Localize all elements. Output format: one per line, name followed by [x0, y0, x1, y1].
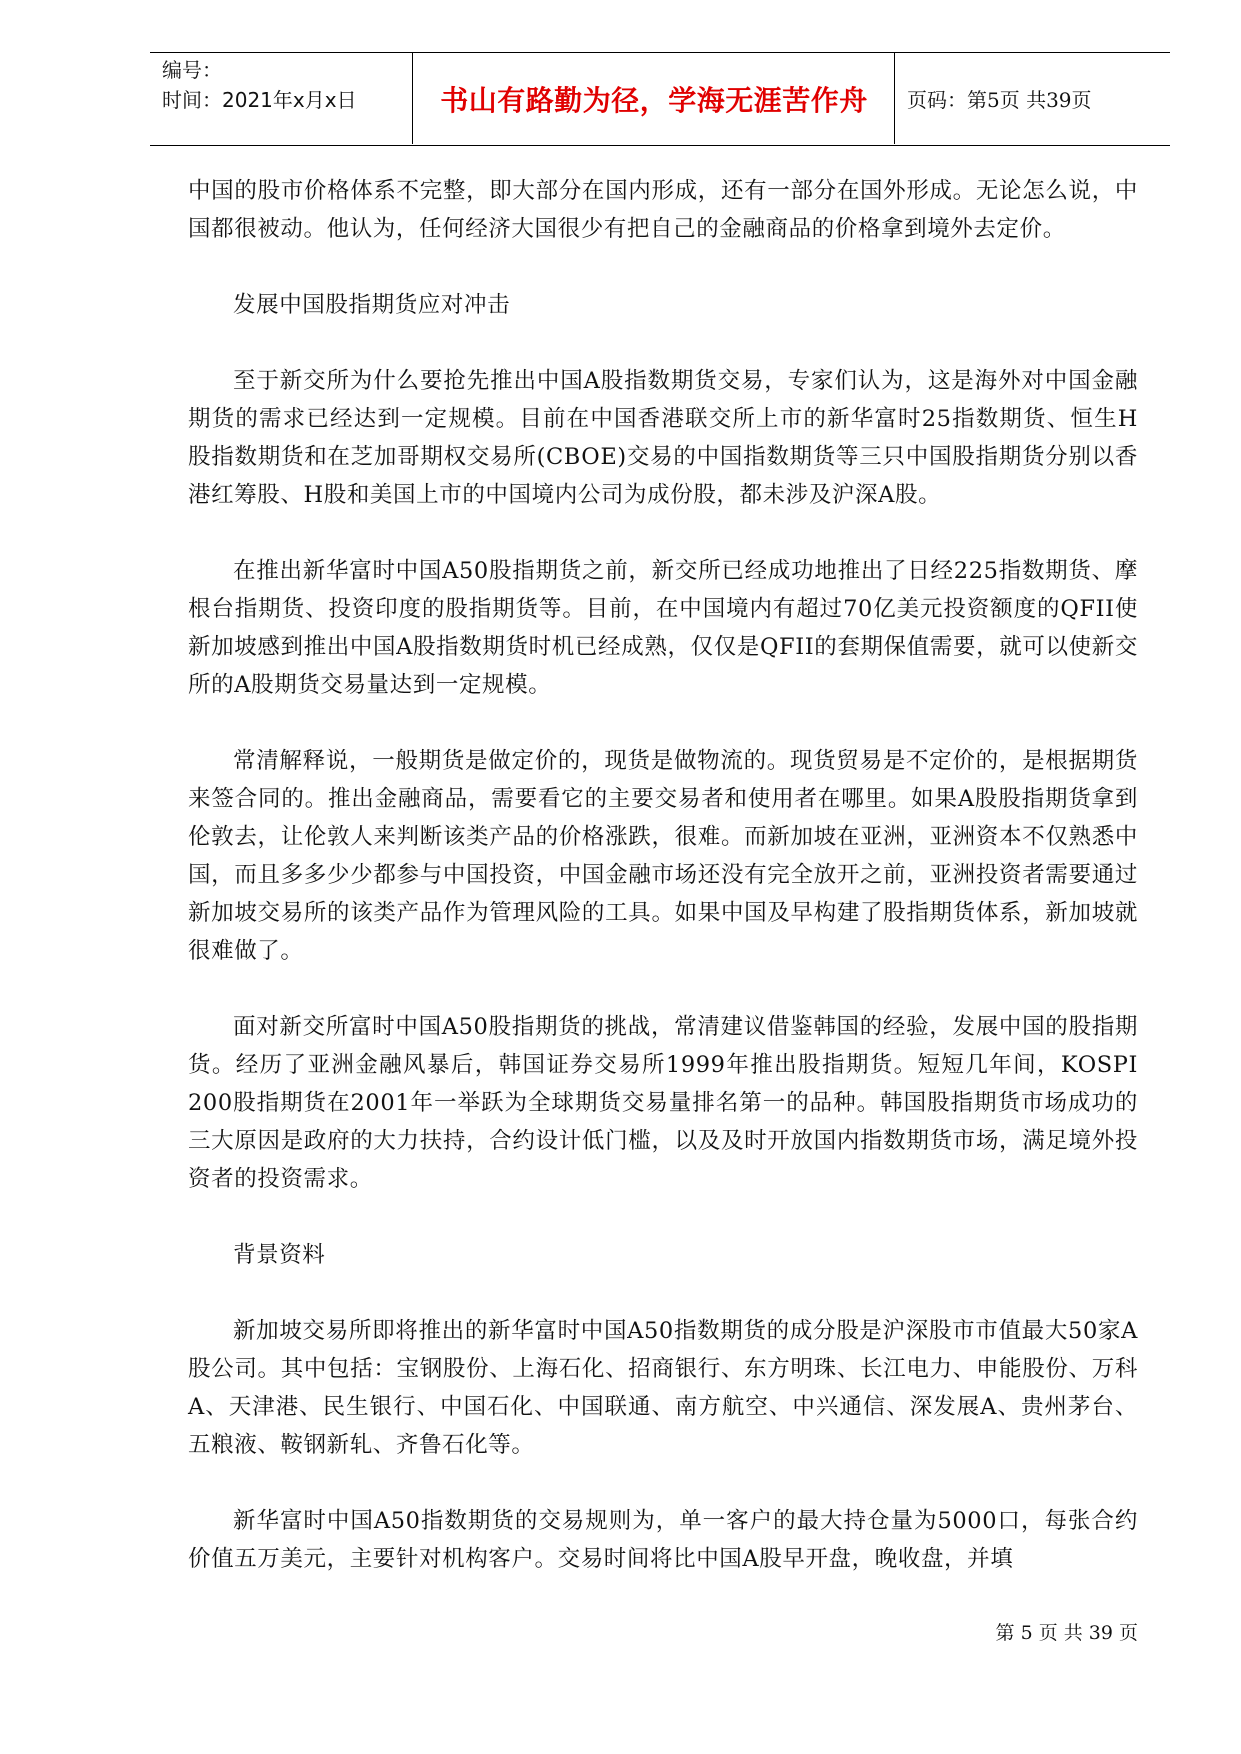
paragraph: 在推出新华富时中国A50股指期货之前，新交所已经成功地推出了日经225指数期货、摩根台指期货、投资印度的股指期货等。目前，在中国境内有超过70亿美元投资额度的QFII使新加坡感到推出中国A股指数期货时机已经成熟，仅仅是QFII的套期保值需要，就可以使新交所的A股期货交易量达到一定规模。	[188, 558, 1138, 698]
document-number-label: 编号：	[162, 58, 222, 82]
paragraph: 新加坡交易所即将推出的新华富时中国A50指数期货的成分股是沪深股市市值最大50家A股公司。其中包括：宝钢股份、上海石化、招商银行、东方明珠、长江电力、申能股份、万科A、天津港、民生银行、中国石化、中国联通、南方航空、中兴通信、深发展A、贵州茅台、五粮液、鞍钢新轧、齐鲁石化等。	[188, 1318, 1138, 1458]
section-heading: 发展中国股指期货应对冲击	[233, 292, 511, 318]
paragraph: 中国的股市价格体系不完整，即大部分在国内形成，还有一部分在国外形成。无论怎么说，中国都很被动。他认为，任何经济大国很少有把自己的金融商品的价格拿到境外去定价。	[188, 178, 1138, 242]
page-footer: 第 5 页 共 39 页	[995, 1622, 1138, 1644]
header-meta	[162, 55, 412, 115]
header-page-code: 页码：第5页 共39页	[907, 88, 1092, 112]
paragraph: 新华富时中国A50指数期货的交易规则为，单一客户的最大持仓量为5000口，每张合约价值五万美元，主要针对机构客户。交易时间将比中国A股早开盘，晚收盘，并填	[188, 1508, 1138, 1572]
page-header	[150, 52, 1170, 146]
section-heading: 背景资料	[233, 1242, 326, 1268]
header-divider	[412, 53, 413, 144]
header-divider	[894, 53, 895, 144]
paragraph: 至于新交所为什么要抢先推出中国A股指数期货交易，专家们认为，这是海外对中国金融期货的需求已经达到一定规模。目前在中国香港联交所上市的新华富时25指数期货、恒生H股指数期货和在芝加哥期权交易所(CBOE)交易的中国指数期货等三只中国股指期货分别以香港红筹股、H股和美国上市的中国境内公司为成份股，都未涉及沪深A股。	[188, 368, 1138, 508]
document-body	[188, 172, 1138, 1616]
header-motto: 书山有路勤为径，学海无涯苦作舟	[440, 83, 868, 117]
document-time-label: 时间：2021年x月x日	[162, 88, 357, 112]
paragraph: 面对新交所富时中国A50股指期货的挑战，常清建议借鉴韩国的经验，发展中国的股指期货。经历了亚洲金融风暴后，韩国证券交易所1999年推出股指期货。短短几年间，KOSPI 200股指期货在2001年一举跃为全球期货交易量排名第一的品种。韩国股指期货市场成功的三大原因是政府的大力扶持，合约设计低门槛，以及及时开放国内指数期货市场，满足境外投资者的投资需求。	[188, 1014, 1138, 1192]
paragraph: 常清解释说，一般期货是做定价的，现货是做物流的。现货贸易是不定价的，是根据期货来签合同的。推出金融商品，需要看它的主要交易者和使用者在哪里。如果A股股指期货拿到伦敦去，让伦敦人来判断该类产品的价格涨跌，很难。而新加坡在亚洲，亚洲资本不仅熟悉中国，而且多多少少都参与中国投资，中国金融市场还没有完全放开之前，亚洲投资者需要通过新加坡交易所的该类产品作为管理风险的工具。如果中国及早构建了股指期货体系，新加坡就很难做了。	[188, 748, 1138, 964]
